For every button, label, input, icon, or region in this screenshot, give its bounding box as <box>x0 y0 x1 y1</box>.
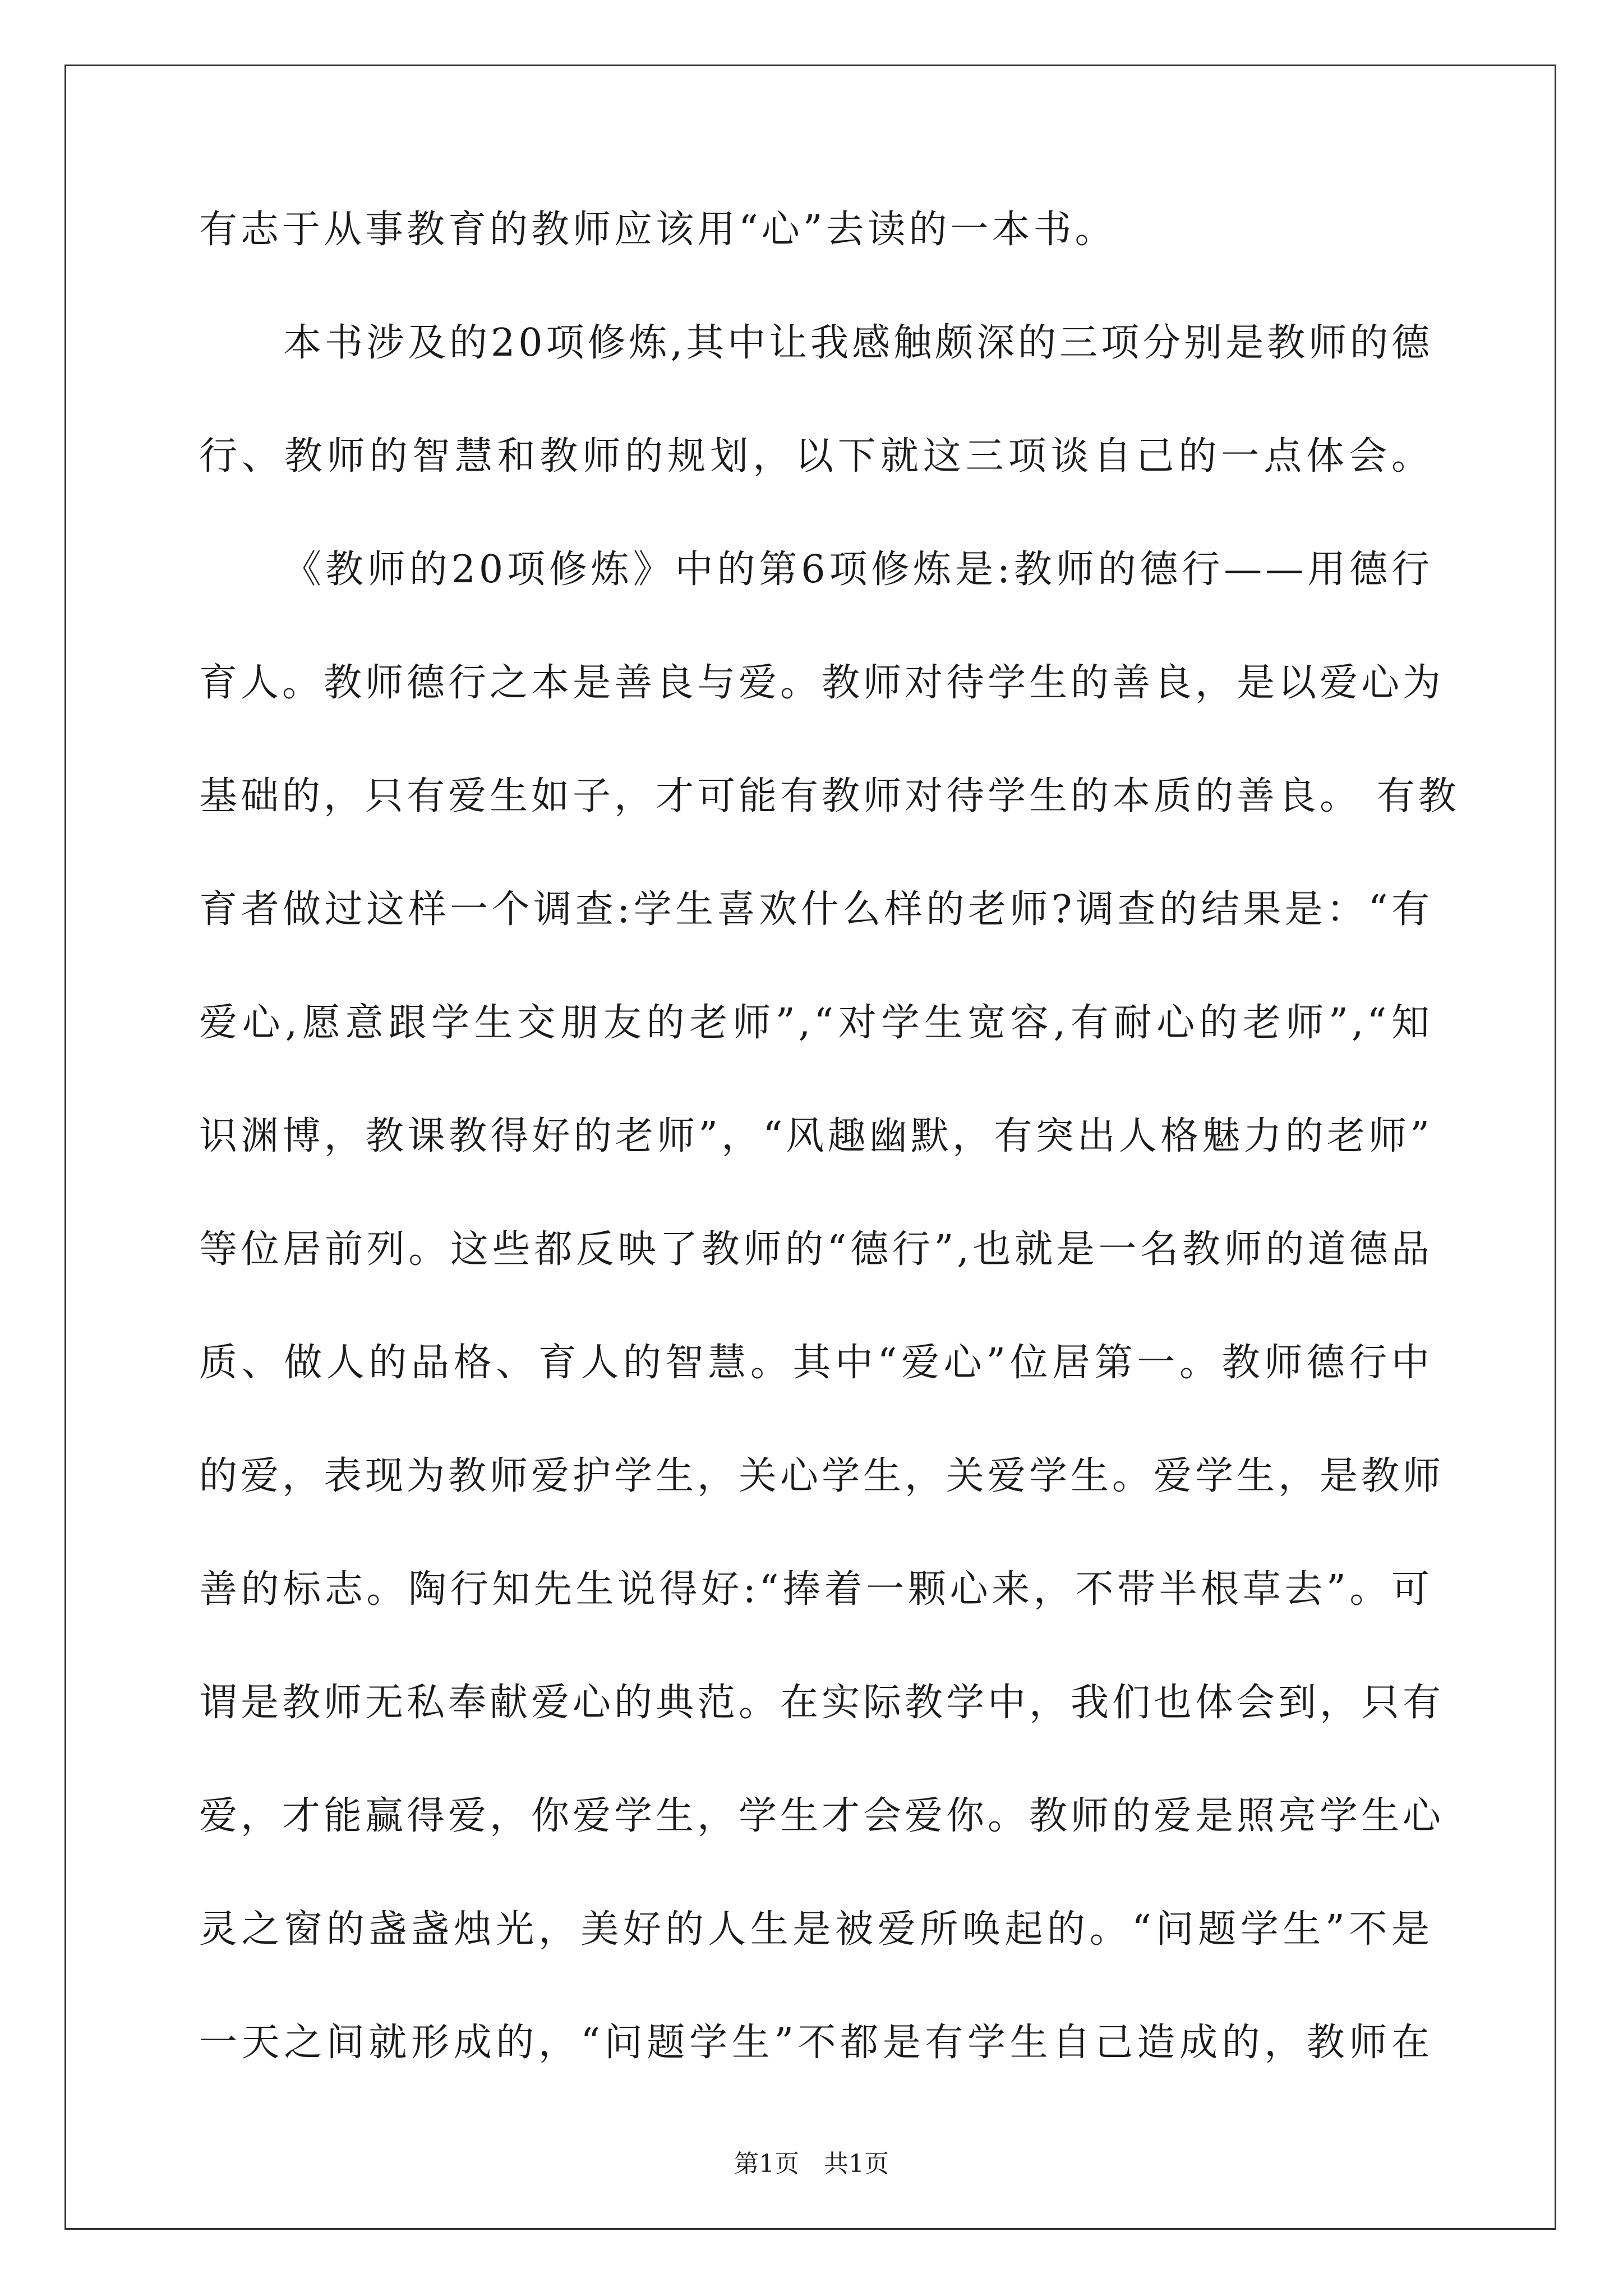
paragraph-line: 育者做过这样一个调查:学生喜欢什么样的老师?调查的结果是：“有 <box>199 887 1433 932</box>
paragraph-line: 爱心,愿意跟学生交朋友的老师”,“对学生宽容,有耐心的老师”,“知 <box>199 1001 1433 1045</box>
document-body <box>199 202 1460 2128</box>
page-number-footer: 第1页 共1页 <box>734 2150 889 2178</box>
paragraph-line: 有志于从事教育的教师应该用“心”去读的一本书。 <box>199 208 1117 252</box>
paragraph-line: 本书涉及的20项修炼,其中让我感触颇深的三项分别是教师的德 <box>283 321 1433 365</box>
paragraph-line: 一天之间就形成的，“问题学生”不都是有学生自己造成的，教师在 <box>199 2021 1433 2065</box>
paragraph-line: 《教师的20项修炼》中的第6项修炼是:教师的德行——用德行 <box>283 547 1433 592</box>
paragraph-line: 的爱，表现为教师爱护学生，关心学生，关爱学生。爱学生，是教师 <box>199 1454 1445 1498</box>
paragraph-line: 识渊博，教课教得好的老师”，“风趣幽默，有突出人格魅力的老师” <box>199 1114 1433 1158</box>
paragraph-line: 谓是教师无私奉献爱心的典范。在实际教学中，我们也体会到，只有 <box>199 1681 1445 1725</box>
paragraph-line: 质、做人的品格、育人的智慧。其中“爱心”位居第一。教师德行中 <box>199 1341 1433 1385</box>
paragraph-line: 灵之窗的盏盏烛光，美好的人生是被爱所唤起的。“问题学生”不是 <box>199 1907 1433 1952</box>
paragraph-line: 爱，才能赢得爱，你爱学生，学生才会爱你。教师的爱是照亮学生心 <box>199 1794 1445 1838</box>
paragraph-line: 等位居前列。这些都反映了教师的“德行”,也就是一名教师的道德品 <box>199 1227 1433 1272</box>
paragraph-line: 育人。教师德行之本是善良与爱。教师对待学生的善良，是以爱心为 <box>199 661 1445 705</box>
paragraph-line: 基础的，只有爱生如子，才可能有教师对待学生的本质的善良。 有教 <box>199 774 1460 818</box>
paragraph-line: 善的标志。陶行知先生说得好:“捧着一颗心来，不带半根草去”。可 <box>199 1567 1433 1612</box>
paragraph-line: 行、教师的智慧和教师的规划，以下就这三项谈自己的一点体会。 <box>199 434 1433 478</box>
